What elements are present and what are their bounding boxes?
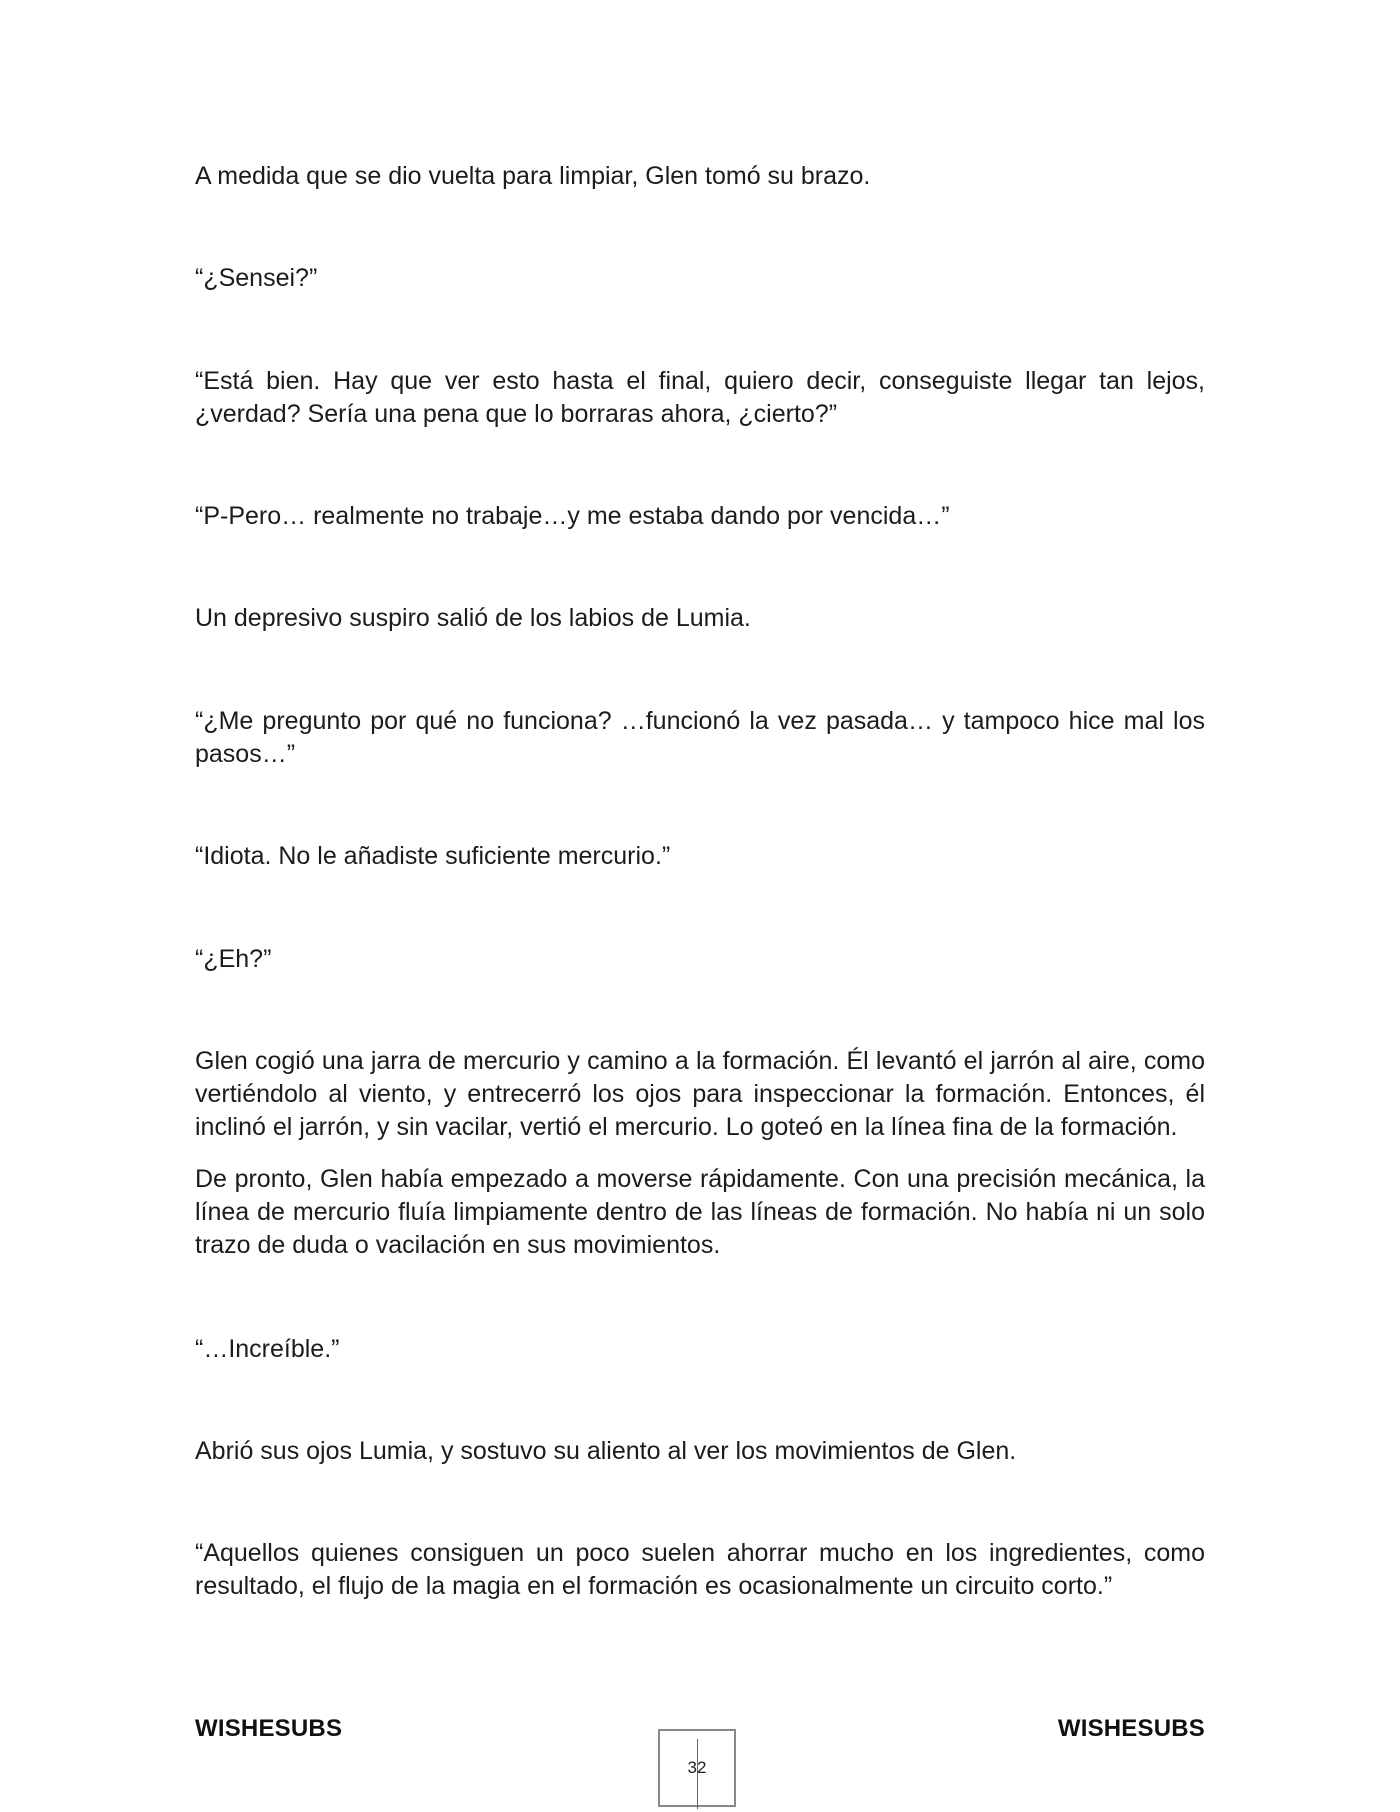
page-number-box: [658, 1729, 736, 1807]
paragraph: De pronto, Glen había empezado a moverse rápidamente. Con una precisión mecánica, la línea de mercurio fluía limpiamente dentro de las líneas de formación. No había ni un solo trazo de duda o vacilación en sus movimientos.: [195, 1165, 1205, 1259]
paragraph: “Aquellos quienes consiguen un poco suelen ahorrar mucho en los ingredientes, como resultado, el flujo de la magia en el formación es ocasionalmente un circuito corto.”: [195, 1539, 1205, 1600]
paragraph: “…Increíble.”: [195, 1335, 340, 1363]
page-number: 32: [687, 1758, 707, 1777]
paragraph: “Está bien. Hay que ver esto hasta el final, quiero decir, conseguiste llegar tan lejos, ¿verdad? Sería una pena que lo borraras ahora, ¿cierto?”: [195, 367, 1205, 428]
paragraph: “Idiota. No le añadiste suficiente mercurio.”: [195, 842, 671, 870]
paragraph: Glen cogió una jarra de mercurio y camino a la formación. Él levantó el jarrón al aire, como vertiéndolo al viento, y entrecerró los ojos para inspeccionar la formación. Entonces, él inclinó el jarrón, y sin vacilar, vertió el mercurio. Lo goteó en la línea fina de la formación.: [195, 1047, 1205, 1141]
paragraph: “¿Me pregunto por qué no funciona? …funcionó la vez pasada… y tampoco hice mal los pasos…”: [195, 707, 1205, 768]
paragraph: Abrió sus ojos Lumia, y sostuvo su aliento al ver los movimientos de Glen.: [195, 1437, 1017, 1465]
footer-right-label: WISHESUBS: [1057, 1715, 1205, 1742]
paragraph: Un depresivo suspiro salió de los labios de Lumia.: [195, 604, 751, 632]
paragraph: “¿Eh?”: [195, 945, 272, 973]
paragraph: “P-Pero… realmente no trabaje…y me estaba dando por vencida…”: [195, 502, 950, 530]
paragraph: “¿Sensei?”: [195, 264, 318, 292]
paragraph: A medida que se dio vuelta para limpiar, Glen tomó su brazo.: [195, 162, 871, 190]
footer-left-label: WISHESUBS: [195, 1715, 343, 1742]
